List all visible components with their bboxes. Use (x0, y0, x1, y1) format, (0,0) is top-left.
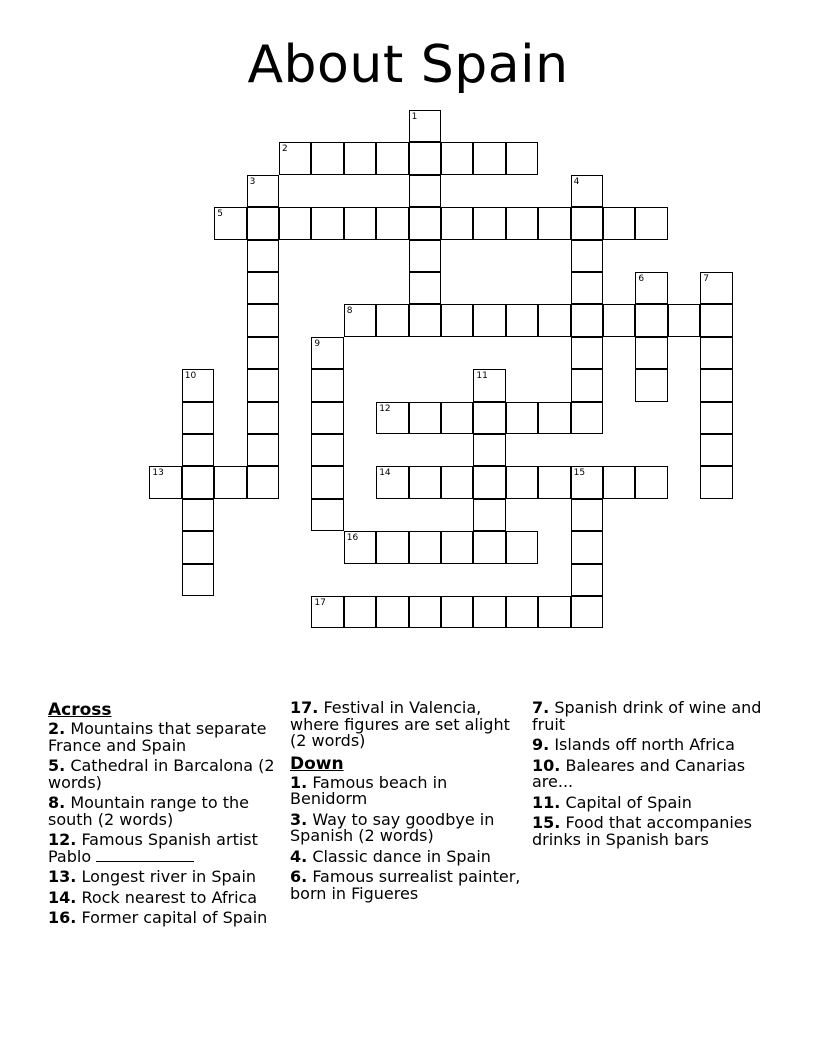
down-clue-1: 1. Famous beach in Benidorm (290, 772, 448, 808)
grid-cell[interactable] (279, 142, 311, 174)
cell-number: 16 (346, 533, 359, 544)
grid-cell[interactable] (409, 596, 441, 628)
across-clue-13: 13. Longest river in Spain (48, 867, 257, 886)
down-clue-3: 3. Way to say goodbye in Spanish (2 words) (290, 809, 495, 845)
cell-number: 12 (379, 403, 391, 414)
grid-cell[interactable] (538, 207, 570, 239)
grid-cell[interactable] (182, 402, 214, 434)
grid-cell[interactable] (473, 402, 505, 434)
grid-cell[interactable] (344, 142, 376, 174)
cell-number: 5 (217, 209, 223, 220)
grid-cell[interactable] (409, 142, 441, 174)
grid-cell[interactable] (376, 531, 408, 563)
grid-cell[interactable] (409, 402, 441, 434)
grid-cell[interactable] (603, 466, 635, 498)
grid-cell[interactable] (571, 499, 603, 531)
grid-cell[interactable] (311, 596, 343, 628)
grid-cell[interactable] (635, 207, 667, 239)
grid-cell[interactable] (571, 596, 603, 628)
grid-cell[interactable] (409, 531, 441, 563)
grid-cell[interactable] (409, 272, 441, 304)
grid-cell[interactable] (182, 466, 214, 498)
grid-cell[interactable] (441, 304, 473, 336)
cell-number: 4 (573, 176, 580, 187)
grid-cell[interactable] (506, 304, 538, 336)
grid-cell[interactable] (376, 402, 408, 434)
grid-cell[interactable] (182, 564, 214, 596)
cell-number: 6 (638, 274, 645, 284)
cell-number: 10 (184, 371, 197, 382)
grid-cell[interactable] (247, 369, 279, 401)
clue-column-2 (290, 700, 526, 906)
across-clue-17: 17. Festival in Valencia, where figures are set alight (2 words) (290, 698, 510, 750)
grid-cell[interactable] (473, 207, 505, 239)
grid-cell[interactable] (473, 304, 505, 336)
grid-cell[interactable] (571, 466, 603, 498)
grid-cell[interactable] (538, 304, 570, 336)
cell-number: 8 (346, 306, 353, 317)
grid-cell[interactable] (311, 499, 343, 531)
grid-cell[interactable] (473, 499, 505, 531)
down-clue-9: 9. Islands off north Africa (532, 735, 735, 754)
cell-number: 9 (314, 338, 321, 349)
grid-cell[interactable] (506, 531, 538, 563)
down-clue-10: 10. Baleares and Canarias are... (532, 755, 746, 791)
grid-cell[interactable] (344, 207, 376, 239)
cell-number: 1 (411, 112, 418, 122)
grid-cell[interactable] (571, 531, 603, 563)
cell-number: 11 (476, 371, 488, 382)
grid-cell[interactable] (538, 402, 570, 434)
grid-cell[interactable] (247, 175, 279, 207)
grid-cell[interactable] (247, 207, 279, 239)
grid-cell[interactable] (473, 466, 505, 498)
grid-cell[interactable] (441, 402, 473, 434)
grid-cell[interactable] (311, 402, 343, 434)
grid-cell[interactable] (247, 240, 279, 272)
cell-number: 7 (703, 274, 709, 284)
grid-cell[interactable] (376, 207, 408, 239)
grid-cell[interactable] (344, 304, 376, 336)
grid-cell[interactable] (571, 337, 603, 369)
grid-cell[interactable] (700, 337, 732, 369)
grid-cell[interactable] (344, 531, 376, 563)
across-clue-12: 12. Famous Spanish artist Pablo (48, 830, 258, 866)
grid-cell[interactable] (571, 369, 603, 401)
grid-cell[interactable] (700, 369, 732, 401)
grid-cell[interactable] (571, 207, 603, 239)
grid-cell[interactable] (214, 466, 246, 498)
grid-cell[interactable] (571, 304, 603, 336)
down-heading: Down (290, 753, 344, 774)
grid-cell[interactable] (182, 499, 214, 531)
grid-cell[interactable] (441, 142, 473, 174)
grid-cell[interactable] (311, 466, 343, 498)
grid-cell[interactable] (635, 337, 667, 369)
grid-cell[interactable] (700, 272, 732, 304)
cell-number: 2 (282, 144, 288, 155)
across-heading: Across (48, 700, 112, 720)
grid-cell[interactable] (473, 596, 505, 628)
grid-cell[interactable] (635, 466, 667, 498)
grid-cell[interactable] (635, 369, 667, 401)
down-clue-15: 15. Food that accompanies drinks in Spanish bars (532, 813, 752, 849)
grid-cell[interactable] (182, 434, 214, 466)
grid-cell[interactable] (311, 142, 343, 174)
grid-cell[interactable] (700, 304, 732, 336)
down-clue-7: 7. Spanish drink of wine and fruit (532, 698, 762, 734)
down-clue-4: 4. Classic dance in Spain (290, 846, 491, 866)
grid-cell[interactable] (182, 531, 214, 563)
grid-cell[interactable] (279, 207, 311, 239)
grid-cell[interactable] (376, 304, 408, 336)
grid-cell[interactable] (473, 142, 505, 174)
grid-cell[interactable] (441, 596, 473, 628)
grid-cell[interactable] (247, 434, 279, 466)
clue-column-3 (532, 700, 768, 852)
grid-cell[interactable] (409, 110, 441, 142)
grid-cell[interactable] (344, 596, 376, 628)
grid-cell[interactable] (571, 272, 603, 304)
down-clue-11: 11. Capital of Spain (532, 792, 692, 812)
clue-column-1 (48, 700, 284, 931)
across-clue-5: 5. Cathedral in Barcalona (2 words) (48, 756, 275, 792)
across-clue-16: 16. Former capital of Spain (48, 908, 268, 927)
grid-cell[interactable] (473, 434, 505, 466)
grid-cell[interactable] (214, 207, 246, 239)
cell-number: 17 (314, 598, 326, 608)
grid-cell[interactable] (311, 369, 343, 401)
grid-cell[interactable] (538, 596, 570, 628)
across-clue-2: 2. Mountains that separate France and Spain (48, 719, 267, 755)
grid-cell[interactable] (247, 304, 279, 336)
grid-cell[interactable] (603, 207, 635, 239)
grid-cell[interactable] (635, 272, 667, 304)
grid-cell[interactable] (182, 369, 214, 401)
grid-cell[interactable] (409, 304, 441, 336)
grid-cell[interactable] (409, 175, 441, 207)
grid-cell[interactable] (409, 466, 441, 498)
grid-cell[interactable] (473, 531, 505, 563)
grid-cell[interactable] (603, 304, 635, 336)
grid-cell[interactable] (571, 564, 603, 596)
grid-cell[interactable] (247, 272, 279, 304)
grid-cell[interactable] (538, 466, 570, 498)
cell-number: 13 (152, 468, 164, 479)
grid-cell[interactable] (473, 369, 505, 401)
grid-cell[interactable] (441, 207, 473, 239)
grid-cell[interactable] (311, 434, 343, 466)
grid-cell[interactable] (247, 337, 279, 369)
page-title: About Spain (247, 35, 569, 95)
grid-cell[interactable] (700, 402, 732, 434)
answer-blank-line (96, 849, 194, 862)
grid-cell[interactable] (376, 142, 408, 174)
grid-cell[interactable] (668, 304, 700, 336)
grid-cell[interactable] (700, 434, 732, 466)
cell-number: 14 (379, 468, 391, 479)
grid-cell[interactable] (247, 402, 279, 434)
grid-cell[interactable] (571, 402, 603, 434)
grid-cell[interactable] (149, 466, 181, 498)
cell-number: 3 (249, 176, 256, 187)
grid-cell[interactable] (506, 402, 538, 434)
grid-cell[interactable] (506, 207, 538, 239)
grid-cell[interactable] (571, 175, 603, 207)
across-clue-8: 8. Mountain range to the south (2 words) (48, 793, 249, 829)
cell-number: 15 (573, 468, 586, 479)
grid-cell[interactable] (376, 466, 408, 498)
grid-cell[interactable] (441, 466, 473, 498)
grid-cell[interactable] (571, 240, 603, 272)
grid-cell[interactable] (441, 531, 473, 563)
down-clue-6: 6. Famous surrealist painter, born in Figueres (290, 867, 521, 903)
grid-cell[interactable] (506, 596, 538, 628)
grid-cell[interactable] (635, 304, 667, 336)
grid-cell[interactable] (311, 337, 343, 369)
grid-cell[interactable] (409, 240, 441, 272)
grid-cell[interactable] (376, 596, 408, 628)
grid-cell[interactable] (409, 207, 441, 239)
across-clue-14: 14. Rock nearest to Africa (48, 887, 258, 907)
grid-cell[interactable] (247, 466, 279, 498)
grid-cell[interactable] (311, 207, 343, 239)
grid-cell[interactable] (506, 466, 538, 498)
grid-cell[interactable] (506, 142, 538, 174)
grid-cell[interactable] (700, 466, 732, 498)
